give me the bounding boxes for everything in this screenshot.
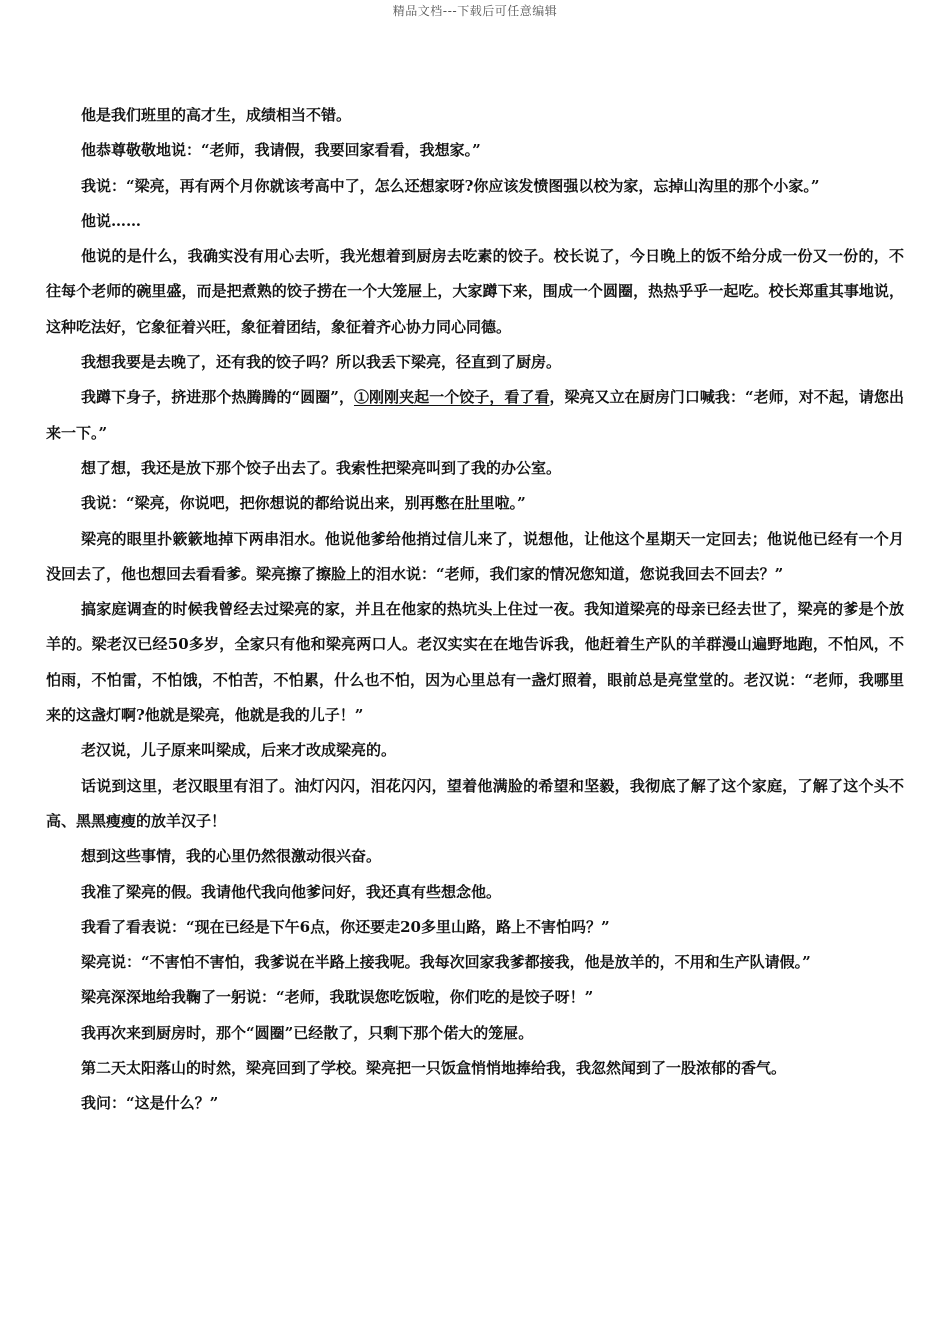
paragraph: 他说的是什么，我确实没有用心去听，我光想着到厨房去吃素的饺子。校长说了，今日晚上的饭不给分成一份又一份的，不往每个老师的碗里盛，而是把煮熟的饺子捞在一个大笼屉上，大家蹲下来，围成一个圆圈，热热乎乎一起吃。校长郑重其事地说，这种吃法好，它象征着兴旺，象征着团结，象征着齐心协力同心同德。 xyxy=(46,247,904,336)
paragraph: 我看了看表说：“现在已经是下午6点，你还要走20多里山路，路上不害怕吗？” xyxy=(81,917,610,936)
paragraph: 梁亮深深地给我鞠了一躬说：“老师，我耽误您吃饭啦，你们吃的是饺子呀！” xyxy=(81,988,594,1007)
underlined-sentence-1: ①刚刚夹起一个饺子，看了看 xyxy=(353,388,550,407)
paragraph: 我再次来到厨房时，那个“圆圈”已经散了，只剩下那个偌大的笼屉。 xyxy=(81,1023,534,1042)
paragraph-text: ，梁亮又立在厨房门口喊我：“老师，对不起，请您出来一下。” xyxy=(46,388,904,442)
paragraph: 他是我们班里的高才生，成绩相当不错。 xyxy=(81,106,352,124)
paragraph: 想了想，我还是放下那个饺子出去了。我索性把梁亮叫到了我的办公室。 xyxy=(81,458,562,477)
document-body xyxy=(46,98,904,1122)
paragraph: 搞家庭调查的时候我曾经去过梁亮的家，并且在他家的热坑头上住过一夜。我知道梁亮的母亲已经去世了，梁亮的爹是个放羊的。梁老汉已经50多岁，全家只有他和梁亮两口人。老汉实实在在地告诉我，他赶着生产队的羊群漫山遍野地跑，不怕风，不怕雨，不怕雷，不怕饿，不怕苦，不怕累，什么也不怕，因为心里总有一盏灯照着，眼前总是亮堂堂的。老汉说：“老师，我哪里来的这盏灯啊?他就是梁亮，他就是我的儿子！” xyxy=(46,600,904,725)
paragraph: 第二天太阳落山的时然，梁亮回到了学校。梁亮把一只饭盒悄悄地捧给我，我忽然闻到了一股浓郁的香气。 xyxy=(81,1059,787,1078)
paragraph: 老汉说，儿子原来叫梁成，后来才改成梁亮的。 xyxy=(81,741,397,760)
paragraph: 话说到这里，老汉眼里有泪了。油灯闪闪，泪花闪闪，望着他满脸的希望和坚毅，我彻底了解了这个家庭，了解了这个头不高、黑黑瘦瘦的放羊汉子！ xyxy=(46,776,904,830)
paragraph: 他说…… xyxy=(81,211,142,230)
paragraph: 我想我要是去晚了，还有我的饺子吗？所以我丢下梁亮，径直到了厨房。 xyxy=(81,353,562,372)
paragraph: 我问：“这是什么？” xyxy=(81,1094,219,1113)
paragraph: 他恭尊敬敬地说：“老师，我请假，我要回家看看，我想家。” xyxy=(81,141,481,160)
paragraph xyxy=(46,380,904,451)
page-header: 精品文档---下载后可任意编辑 xyxy=(392,4,558,18)
paragraph: 想到这些事情，我的心里仍然很激动很兴奋。 xyxy=(81,847,382,866)
paragraph: 我说：“梁亮，再有两个月你就该考高中了，怎么还想家呀?你应该发愤图强以校为家，忘掉山沟里的那个小家。” xyxy=(81,176,820,195)
paragraph-text: 我蹲下身子，挤进那个热腾腾的“圆圈”， xyxy=(81,388,354,407)
paragraph: 我准了梁亮的假。我请他代我向他爹问好，我还真有些想念他。 xyxy=(81,882,502,901)
paragraph: 我说：“梁亮，你说吧，把你想说的都给说出来，别再憋在肚里啦。” xyxy=(81,494,526,513)
paragraph: 梁亮的眼里扑簌簌地掉下两串泪水。他说他爹给他捎过信儿来了，说想他，让他这个星期天一定回去；他说他已经有一个月没回去了，他也想回去看看爹。梁亮擦了擦脸上的泪水说：“老师，我们家的情况您知道，您说我回去不回去？” xyxy=(46,529,904,583)
paragraph: 梁亮说：“不害怕不害怕，我爹说在半路上接我呢。我每次回家我爹都接我，他是放羊的，不用和生产队请假。” xyxy=(81,953,811,972)
